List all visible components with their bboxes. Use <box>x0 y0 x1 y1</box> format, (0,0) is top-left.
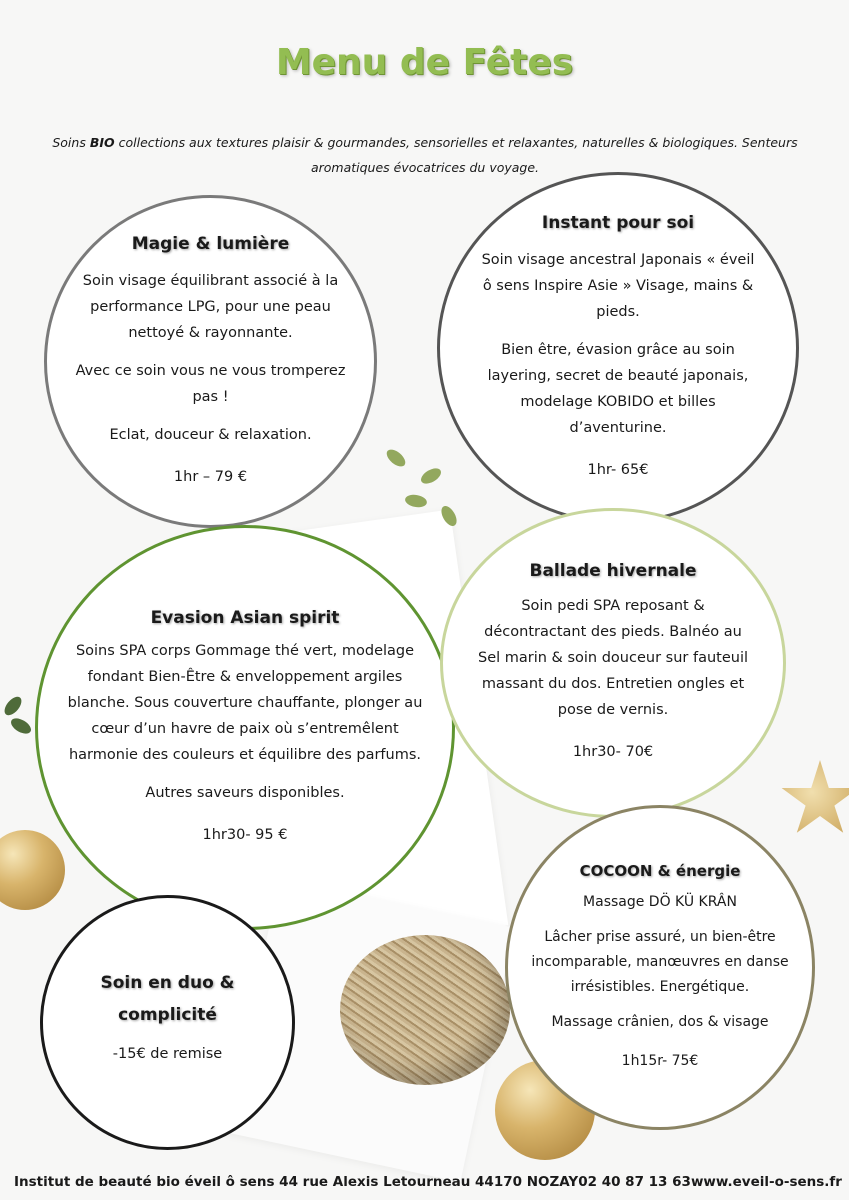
card-title: Magie & lumière <box>131 233 290 254</box>
footer <box>0 1174 849 1190</box>
card-cocoon-energie <box>505 805 815 1130</box>
leaf-decoration <box>1 694 24 719</box>
gold-ornament-decoration <box>0 830 65 910</box>
leaf-decoration <box>404 493 428 509</box>
footer-phone: 02 40 87 13 63 <box>578 1174 691 1190</box>
card-price: 1hr- 65€ <box>587 462 649 478</box>
twine-ball-decoration <box>340 935 510 1085</box>
card-title: Ballade hivernale <box>529 561 697 581</box>
intro-prefix: Soins <box>52 135 90 150</box>
card-price: 1hr – 79 € <box>173 468 248 485</box>
card-price: 1hr30- 70€ <box>572 744 654 760</box>
card-description: -15€ de remise <box>112 1045 223 1062</box>
card-description: Bien être, évasion grâce au soin layering, secret de beauté japonais, modelage KOBIDO et billes d’aventurine. <box>487 342 749 436</box>
card-ballade-hivernale <box>440 508 786 818</box>
intro-bold: BIO <box>89 135 115 150</box>
card-description: Soin pedi SPA reposant & décontractant des pieds. Balnéo au Sel marin & soin douceur sur fauteuil massant du dos. Entretien ongles et pose de vernis. <box>478 598 748 718</box>
card-title: Instant pour soi <box>541 213 695 233</box>
card-price: 1hr30- 95 € <box>202 826 288 843</box>
card-description: Massage crânien, dos & visage <box>551 1013 769 1030</box>
card-description: Avec ce soin vous ne vous tromperez pas ! <box>75 362 346 405</box>
card-description: Lâcher prise assuré, un bien-être incomparable, manœuvres en danse irrésistibles. Energétique. <box>531 928 789 995</box>
card-description: Soin visage ancestral Japonais « éveil ô sens Inspire Asie » Visage, mains & pieds. <box>481 252 755 320</box>
leaf-decoration <box>8 715 33 736</box>
gold-star-decoration <box>780 760 849 840</box>
leaf-decoration <box>384 446 409 469</box>
page-title: Menu de Fêtes <box>275 42 574 83</box>
card-title: Soin en duo & complicité <box>100 972 235 1025</box>
intro-suffix: collections aux textures plaisir & gourmandes, sensorielles et relaxantes, naturelles & biologiques. Senteurs aromatiques évocatrices du voyage. <box>114 135 798 175</box>
card-evasion-asian-spirit <box>35 525 455 930</box>
card-description: Massage DÖ KÜ KRÂN <box>583 893 737 910</box>
card-description: Soin visage équilibrant associé à la performance LPG, pour une peau nettoyé & rayonnante. <box>82 272 339 341</box>
card-instant-pour-soi <box>437 172 799 524</box>
leaf-decoration <box>418 465 443 486</box>
footer-website[interactable]: www.eveil-o-sens.fr <box>690 1174 842 1190</box>
card-title: Evasion Asian spirit <box>150 607 340 628</box>
card-magie-lumiere <box>44 195 377 528</box>
card-title: COCOON & énergie <box>579 861 741 880</box>
footer-address: Institut de beauté bio éveil ô sens 44 rue Alexis Letourneau 44170 NOZAY <box>14 1174 579 1190</box>
card-description: Eclat, douceur & relaxation. <box>109 426 312 443</box>
card-description: Soins SPA corps Gommage thé vert, modelage fondant Bien-Être & enveloppement argiles blanche. Sous couverture chauffante, plonger au cœur d’un havre de paix où s’entremêlent harmonie des couleurs et équilibre des parfums. <box>67 642 423 763</box>
card-price: 1h15r- 75€ <box>621 1052 699 1069</box>
card-soin-en-duo <box>40 895 295 1150</box>
intro-text <box>40 130 810 180</box>
card-description: Autres saveurs disponibles. <box>145 784 345 801</box>
